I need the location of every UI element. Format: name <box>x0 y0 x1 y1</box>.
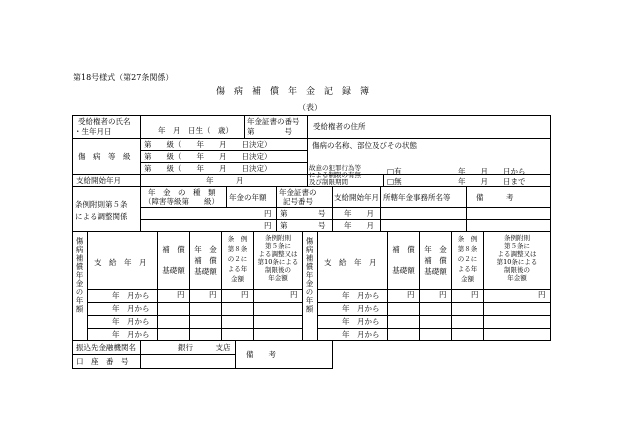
yen-unit: 円 <box>290 290 298 299</box>
amount-base-label: 基礎額 <box>424 267 447 276</box>
birthdate-value: 年 月 日生（ 歳） <box>158 126 233 135</box>
amount-base-label: 補 償 <box>424 256 447 265</box>
art8-label: の２に <box>457 255 478 263</box>
amount-base-label: 年 金 <box>194 245 217 254</box>
side-label: （表） <box>298 103 322 112</box>
yen-unit: 円 <box>241 290 249 299</box>
art8-label: 金額 <box>231 275 244 283</box>
art5-label: よる調整又は <box>497 250 537 258</box>
pay-row: 年 月から <box>342 317 380 326</box>
art5-label: 制限後の <box>504 266 530 274</box>
base-label: 補 償 <box>162 245 185 254</box>
crime-limit-label: 故意の犯罪行為等 <box>309 164 361 172</box>
yen-unit: 円 <box>209 290 217 299</box>
art5-label: 第10条による <box>496 258 538 266</box>
yen-unit: 円 <box>264 209 272 218</box>
art5-label: 年金額 <box>507 274 527 282</box>
art5-label: 第10条による <box>257 258 299 266</box>
limit-to: 年 月 日まで <box>458 177 526 186</box>
bank-label: 振込先金融機関名 <box>76 343 136 352</box>
no-suffix: 号 <box>318 221 326 230</box>
adjustment-label: 条例附則第５条 <box>75 200 128 209</box>
holder-address-label: 受給権者の住所 <box>313 122 366 131</box>
crime-limit-label: による制限の有無 <box>309 171 361 179</box>
art5-label: 条例附則 <box>504 234 530 242</box>
limit-yes-checkbox[interactable]: □有 <box>387 167 402 176</box>
art8-label: 第８条 <box>457 245 478 253</box>
amount-base-label: 補 償 <box>194 256 217 265</box>
injury-label: 傷病の名称、部位及びその状態 <box>312 141 417 150</box>
year-month: 年 月 <box>344 221 374 230</box>
amount-base-label: 年 金 <box>424 245 447 254</box>
pay-row: 年 月から <box>112 317 150 326</box>
cert-number-value: 第 号 <box>247 127 292 136</box>
yen-unit: 円 <box>439 290 447 299</box>
account-number-label: 口 座 番 号 <box>76 357 129 366</box>
art8-label: よる年 <box>457 265 478 273</box>
yen-unit: 円 <box>177 290 185 299</box>
cert-code-label: 記号番号 <box>283 197 313 206</box>
grade-row: 第 級（ 年 月 日決定） <box>144 164 272 173</box>
pay-row: 年 月から <box>112 330 150 339</box>
grade-label: 傷 病 等 級 <box>78 152 131 161</box>
yen-unit: 円 <box>407 290 415 299</box>
art5-label: 第５条に <box>504 242 530 250</box>
base-label: 補 償 <box>392 245 415 254</box>
no-prefix: 第 <box>280 209 288 218</box>
remarks-label: 備 考 <box>476 193 514 202</box>
art5-label: 年金額 <box>268 274 288 282</box>
art5-label: よる調整又は <box>258 250 298 258</box>
art8-label: 金額 <box>461 275 474 283</box>
cert-code-label: 年金証書の <box>279 188 317 197</box>
birthdate-label: ・生年月日 <box>74 127 112 136</box>
base-label: 基礎額 <box>162 266 185 275</box>
yen-unit: 円 <box>538 290 546 299</box>
art8-label: 条 例 <box>457 235 478 243</box>
bank-value: 銀行 支店 <box>178 343 231 352</box>
yen-unit: 円 <box>264 221 272 230</box>
holder-name-label: 受給権者の氏名 <box>78 117 131 126</box>
pension-kind-label: 年 金 の 種 類 <box>148 188 216 197</box>
adjustment-label: による調整関係 <box>75 212 128 221</box>
pay-start-label: 支給開始年月 <box>76 176 121 185</box>
pension-office-label: 所轄年金事務所名等 <box>383 193 451 202</box>
year-month: 年 月 <box>344 209 374 218</box>
base-label: 基礎額 <box>392 266 415 275</box>
art8-label: の２に <box>227 255 248 263</box>
disability-grade-label: （障害等級第 級） <box>144 197 219 206</box>
limit-no-checkbox[interactable]: □無 <box>387 177 402 186</box>
art5-label: 第５条に <box>265 242 291 250</box>
pay-row: 年 月から <box>112 291 150 300</box>
cert-number-label: 年金証書の番号 <box>247 117 300 126</box>
pay-row: 年 月から <box>342 330 380 339</box>
grade-row: 第 級（ 年 月 日決定） <box>144 152 272 161</box>
pay-ym-label: 支 給 年 月 <box>94 258 147 267</box>
form-id: 第18号様式（第27条関係） <box>73 73 174 82</box>
no-suffix: 号 <box>318 209 326 218</box>
pay-start-label: 支給開始年月 <box>334 193 379 202</box>
page-title: 傷 病 補 償 年 金 記 録 簿 <box>216 87 370 97</box>
pay-row: 年 月から <box>112 304 150 313</box>
art8-label: 条 例 <box>227 235 248 243</box>
amount-base-label: 基礎額 <box>194 267 217 276</box>
crime-limit-label: 及び制限期間 <box>309 178 348 186</box>
art5-label: 条例附則 <box>265 234 291 242</box>
annual-amount-vertical-label: 傷病補償年金の年額 <box>75 237 84 314</box>
yen-unit: 円 <box>471 290 479 299</box>
art8-label: 第８条 <box>227 245 248 253</box>
remarks-label: 備 考 <box>246 350 276 359</box>
pay-row: 年 月から <box>342 291 380 300</box>
art5-label: 制限後の <box>265 266 291 274</box>
annual-amount-label: 年金の年額 <box>229 193 267 202</box>
pay-start-value: 年 月 <box>206 176 244 185</box>
art8-label: よる年 <box>227 265 248 273</box>
pay-row: 年 月から <box>342 304 380 313</box>
limit-from: 年 月 日から <box>458 167 526 176</box>
pay-ym-label: 支 給 年 月 <box>324 258 377 267</box>
grade-row: 第 級（ 年 月 日決定） <box>144 140 272 149</box>
no-prefix: 第 <box>280 221 288 230</box>
annual-amount-vertical-label: 傷病補償年金の年額 <box>305 237 314 314</box>
